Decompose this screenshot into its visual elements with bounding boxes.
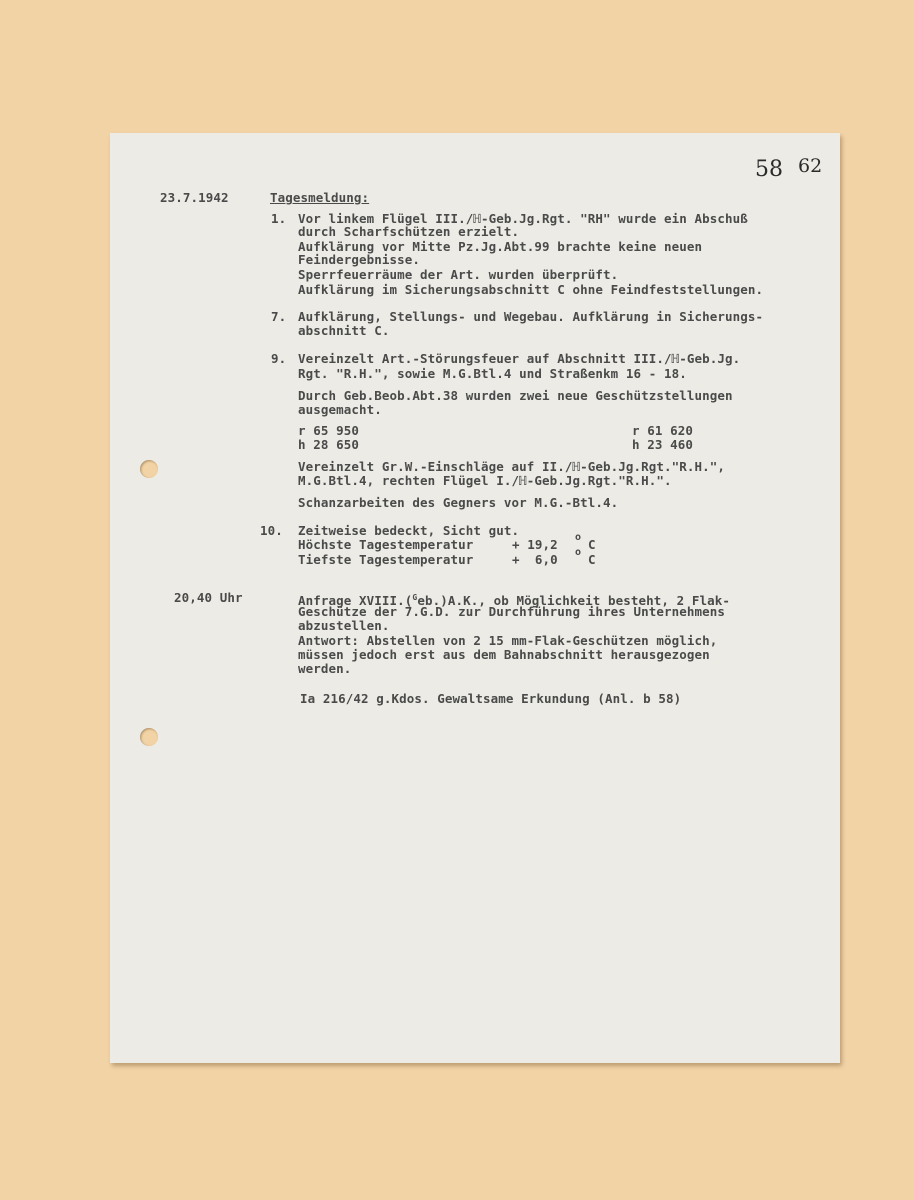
item1-line: durch Scharfschützen erzielt. [298,224,520,239]
temp-unit: C [588,537,596,552]
item-number: 10. [260,523,283,538]
coordinate-value: h 23 460 [632,437,694,452]
handwritten-page-number: 62 [798,155,823,177]
degree-mark: o [575,547,582,558]
item1-line: Aufklärung im Sicherungsabschnitt C ohne Feindfeststellungen. [298,282,764,297]
item9-line: M.G.Btl.4, rechten Flügel I./ℍ-Geb.Jg.Rgt."R.H.". [298,473,672,488]
entry-line: Antwort: Abstellen von 2 15 mm-Flak-Geschützen möglich, [298,633,718,648]
coordinate-value: h 28 650 [298,437,360,452]
item9-line: Durch Geb.Beob.Abt.38 wurden zwei neue Geschützstellungen [298,388,733,403]
entry-line: Geschütze der 7.G.D. zur Durchführung ihres Unternehmens [298,604,726,619]
item1-line: Feindergebnisse. [298,252,421,267]
low-temp-value: + 6,0 [512,552,558,567]
item9-line: ausgemacht. [298,402,382,417]
temp-unit: C [588,552,596,567]
coordinate-value: r 65 950 [298,423,360,438]
report-date: 23.7.1942 [160,190,229,205]
entry-line: abzustellen. [298,618,390,633]
item9-line: Vereinzelt Art.-Störungsfeuer auf Abschnitt III./ℍ-Geb.Jg. [298,351,741,366]
entry-line: Anfrage XVIII.($^G$eb.)A.K., ob Möglichkeit besteht, 2 Flak- [298,593,730,608]
item9-line: Vereinzelt Gr.W.-Einschläge auf II./ℍ-Geb.Jg.Rgt."R.H.", [298,459,726,474]
entry-line: müssen jedoch erst aus dem Bahnabschnitt herausgezogen [298,647,710,662]
typed-page-number: 58 [755,157,783,182]
document-sheet [110,133,840,1063]
punch-hole-top [140,460,158,478]
item7-line: Aufklärung, Stellungs- und Wegebau. Aufklärung in Sicherungs- [298,309,764,324]
entry-time: 20,40 Uhr [174,590,243,605]
entry-line: werden. [298,661,352,676]
report-heading: Tagesmeldung: [270,190,370,205]
degree-mark: o [575,532,582,543]
reference-line: Ia 216/42 g.Kdos. Gewaltsame Erkundung (Anl. b 58) [300,691,682,706]
punch-hole-bottom [140,728,158,746]
high-temp-label: Höchste Tagestemperatur [298,537,474,552]
item9-line: Schanzarbeiten des Gegners vor M.G.-Btl.4. [298,495,619,510]
item1-line: Sperrfeuerräume der Art. wurden überprüft. [298,267,619,282]
item-number: 9. [271,351,287,366]
item-number: 1. [271,211,287,226]
high-temp-value: + 19,2 [512,537,558,552]
low-temp-label: Tiefste Tagestemperatur [298,552,474,567]
item7-line: abschnitt C. [298,323,390,338]
coordinate-value: r 61 620 [632,423,694,438]
item9-line: Rgt. "R.H.", sowie M.G.Btl.4 und Straßenkm 16 - 18. [298,366,687,381]
item-number: 7. [271,309,287,324]
weather-line: Zeitweise bedeckt, Sicht gut. [298,523,520,538]
item1-line: Aufklärung vor Mitte Pz.Jg.Abt.99 brachte keine neuen [298,239,703,254]
item1-line: Vor linkem Flügel III./ℍ-Geb.Jg.Rgt. "RH" wurde ein Abschuß [298,211,748,226]
